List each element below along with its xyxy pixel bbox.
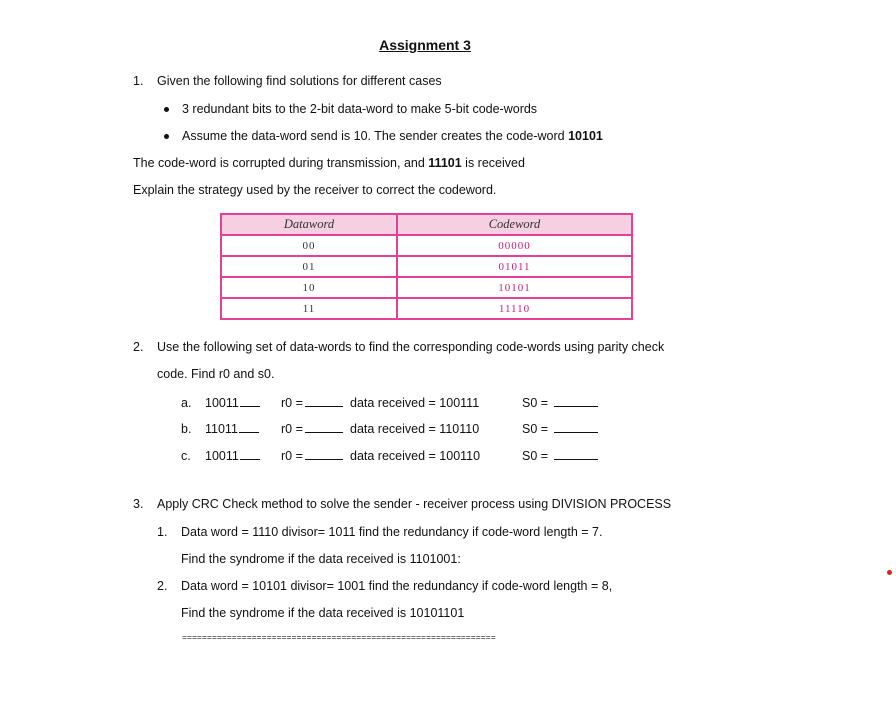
- q1-text: Given the following find solutions for different cases: [157, 74, 442, 88]
- q2-row-word: [205, 396, 260, 410]
- q2-number: 2.: [133, 340, 144, 354]
- q2-row-s0: [522, 422, 598, 436]
- q3-item-1-line-1: Data word = 1110 divisor= 1011 find the redundancy if code-word length = 7.: [181, 525, 603, 539]
- q1-line-2: Explain the strategy used by the receiver to correct the codeword.: [133, 183, 497, 197]
- q2-s0-label: S0 =: [522, 396, 549, 410]
- q1-bullet-2: [182, 129, 603, 143]
- blank-line: [240, 459, 260, 460]
- blank-line: [554, 406, 598, 407]
- q2-word-value: 10011: [205, 396, 239, 410]
- q2-r0-label: r0 =: [281, 396, 303, 410]
- q3-item-2-line-2: Find the syndrome if the data received is 10101101: [181, 606, 465, 620]
- q2-row-received: data received = 110110: [350, 422, 480, 436]
- q2-row-r0: [281, 396, 343, 410]
- q2-s0-label: S0 =: [522, 422, 549, 436]
- bullet-icon: [164, 134, 169, 139]
- codeword-table: [220, 213, 633, 320]
- q2-row-r0: [281, 422, 343, 436]
- blank-line: [305, 432, 343, 433]
- q3-item-number: 1.: [157, 525, 168, 539]
- q2-word-value: 10011: [205, 449, 239, 463]
- blank-line: [239, 432, 259, 433]
- table-header-row: [221, 214, 632, 235]
- dataword-cell: 10: [221, 277, 397, 298]
- page-title: Assignment 3: [379, 37, 471, 53]
- q2-row-received: data received = 100111: [350, 396, 480, 410]
- red-dot-mark: [887, 570, 892, 575]
- q2-row-word: [205, 449, 260, 463]
- q2-row-label: a.: [181, 396, 192, 410]
- codeword-cell: 01011: [397, 256, 632, 277]
- table-row: [221, 256, 632, 277]
- q3-item-1-line-2: Find the syndrome if the data received is 1101001:: [181, 552, 461, 566]
- q1-bullet-2-bold: 10101: [568, 129, 603, 143]
- table-row: [221, 298, 632, 319]
- q1-line-1-bold: 11101: [428, 156, 462, 170]
- table-row: [221, 277, 632, 298]
- q2-text-line-2: code. Find r0 and s0.: [157, 367, 275, 381]
- dataword-cell: 01: [221, 256, 397, 277]
- blank-line: [305, 406, 343, 407]
- q2-row-label: b.: [181, 422, 192, 436]
- codeword-cell: 10101: [397, 277, 632, 298]
- q1-number: 1.: [133, 74, 144, 88]
- separator-line: ===============================================================: [182, 634, 496, 643]
- q1-bullet-1: 3 redundant bits to the 2-bit data-word to make 5-bit code-words: [182, 102, 538, 116]
- blank-line: [240, 406, 260, 407]
- q2-text-line-1: Use the following set of data-words to find the corresponding code-words using parity check: [157, 340, 665, 354]
- q2-row-r0: [281, 449, 343, 463]
- q1-line-1-after: is received: [461, 156, 525, 170]
- table-row: [221, 235, 632, 256]
- q2-r0-label: r0 =: [281, 422, 303, 436]
- q3-number: 3.: [133, 497, 144, 511]
- blank-line: [305, 459, 343, 460]
- q2-word-value: 11011: [205, 422, 238, 436]
- header-codeword: Codeword: [397, 214, 632, 235]
- dataword-cell: 11: [221, 298, 397, 319]
- q2-s0-label: S0 =: [522, 449, 549, 463]
- blank-line: [554, 459, 598, 460]
- q2-row-word: [205, 422, 259, 436]
- codeword-cell: 00000: [397, 235, 632, 256]
- q1-line-1: [133, 156, 525, 170]
- q3-item-2-line-1: Data word = 10101 divisor= 1001 find the redundancy if code-word length = 8,: [181, 579, 613, 593]
- q2-r0-label: r0 =: [281, 449, 303, 463]
- q1-line-1-before: The code-word is corrupted during transmission, and: [133, 156, 429, 170]
- q2-row-label: c.: [181, 449, 191, 463]
- bullet-icon: [164, 107, 169, 112]
- q3-text: Apply CRC Check method to solve the sender - receiver process using DIVISION PROCESS: [157, 497, 672, 511]
- q1-bullet-2-text: Assume the data-word send is 10. The sender creates the code-word: [182, 129, 569, 143]
- blank-line: [554, 432, 598, 433]
- dataword-cell: 00: [221, 235, 397, 256]
- q2-row-s0: [522, 396, 598, 410]
- q3-item-number: 2.: [157, 579, 168, 593]
- q2-row-s0: [522, 449, 598, 463]
- header-dataword: Dataword: [221, 214, 397, 235]
- codeword-cell: 11110: [397, 298, 632, 319]
- q2-row-received: data received = 100110: [350, 449, 481, 463]
